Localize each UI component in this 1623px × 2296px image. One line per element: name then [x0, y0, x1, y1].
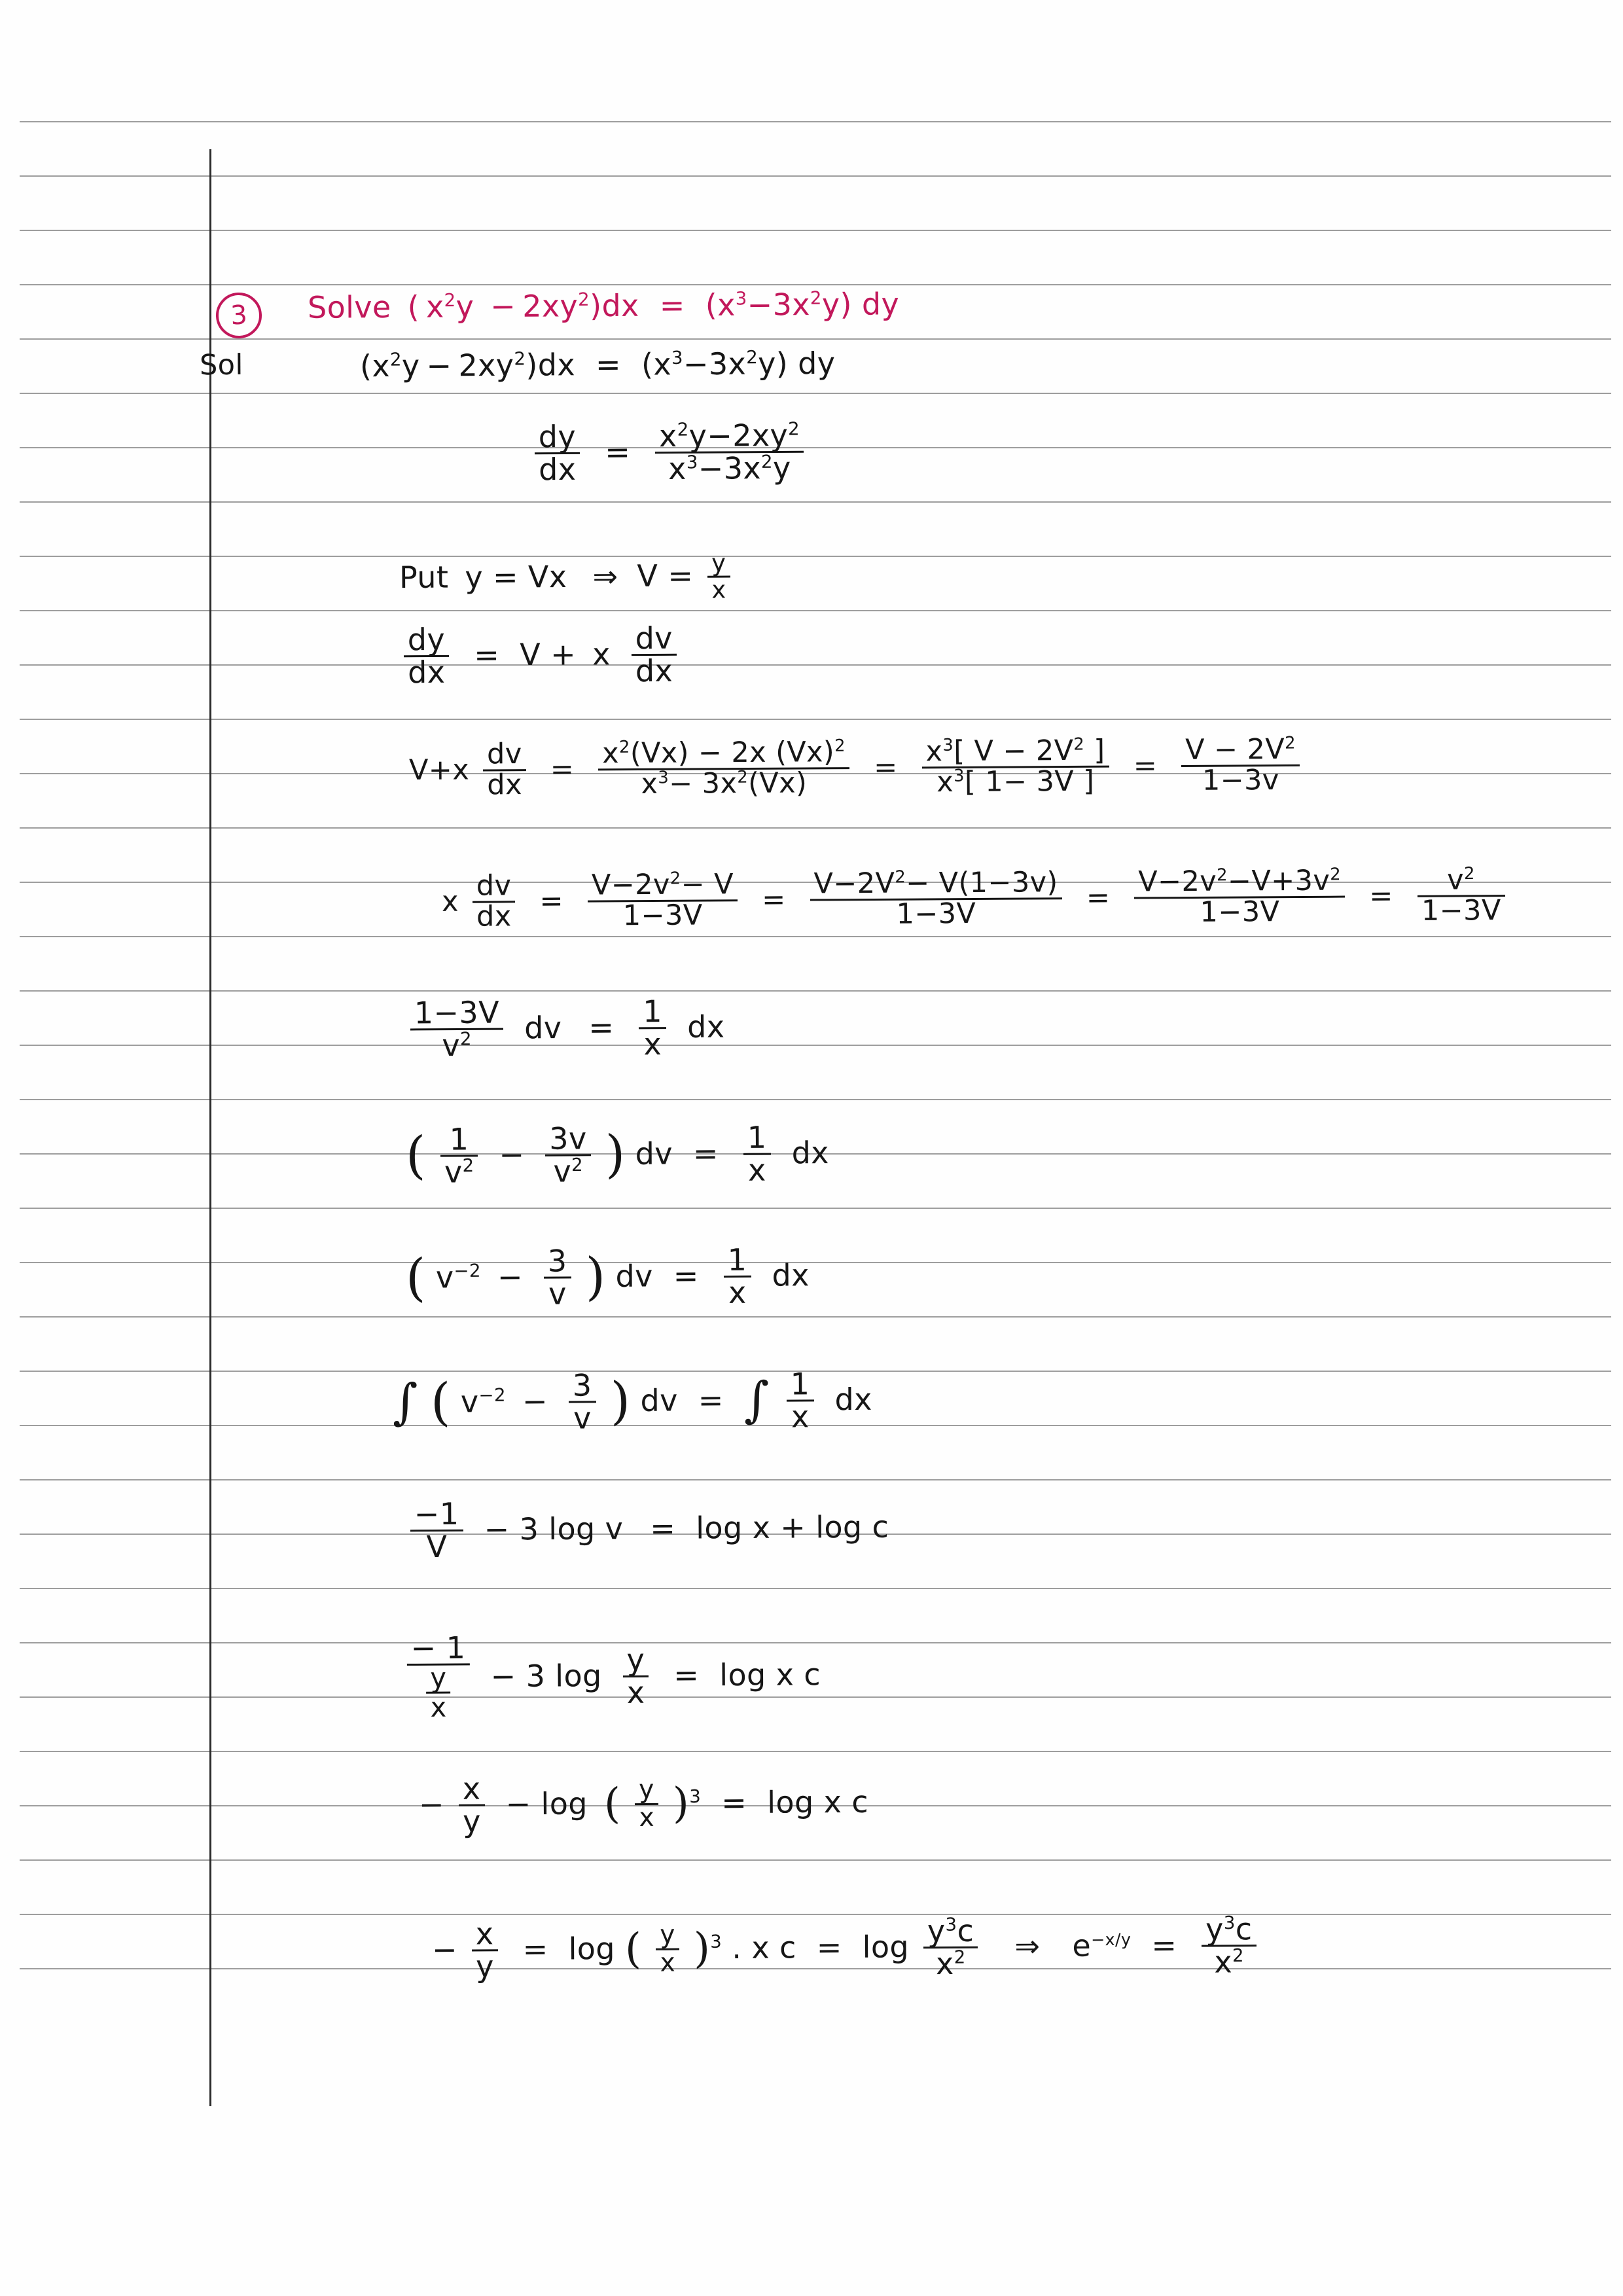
stmt-close-dx: )dx — [589, 287, 639, 324]
integrated-rhs: log x + log c — [696, 1509, 889, 1546]
integrate-v: v — [460, 1384, 479, 1420]
split-rhs-den: x — [743, 1153, 771, 1186]
final-sign: − — [431, 1931, 458, 1967]
expanded-dv: dv — [486, 738, 522, 771]
cubed-yx-num: y — [639, 1774, 654, 1805]
restate-rhs-close: ) dy — [776, 345, 836, 382]
drd-3x: −3x — [698, 450, 762, 486]
restate-rhs-minus: − — [683, 346, 709, 382]
sep-lhs-num: 1−3V — [414, 994, 500, 1031]
dydx-den: dx — [535, 452, 580, 485]
split-minus: − — [499, 1136, 525, 1173]
restate-x: x — [372, 348, 391, 384]
v-equals: V = — [637, 558, 694, 594]
restate-equals: = — [595, 346, 622, 383]
simplify-dvdx — [473, 869, 516, 933]
simplify-frac-3 — [1134, 864, 1345, 929]
expanded-frac-1 — [598, 738, 849, 799]
final-close-paren: ) — [693, 1924, 711, 1973]
final-xy-frac — [472, 1918, 498, 1982]
flog-x-exp: 2 — [954, 1946, 966, 1968]
v-num: y — [711, 548, 726, 577]
drn-rest: y−2xy — [688, 417, 789, 454]
sf1n-tail: − V — [681, 868, 734, 901]
step-derivative — [530, 417, 809, 488]
final-x: x — [475, 1916, 494, 1952]
chain-dx: dx — [632, 654, 677, 687]
split-b-num: 3v — [549, 1121, 587, 1157]
ef1d-3x-exp: 2 — [737, 767, 749, 787]
fans-y: y — [1205, 1911, 1224, 1947]
backsub-rhs: log x c — [719, 1657, 821, 1693]
chain-x: x — [592, 636, 611, 672]
ef2d-x: x — [936, 765, 954, 799]
sf4n-exp: 2 — [1463, 864, 1475, 884]
final-equals-2: = — [816, 1929, 842, 1965]
ef1-num — [598, 738, 849, 768]
integrate-open-paren: ( — [430, 1373, 452, 1433]
integrate-rhs-num: 1 — [790, 1366, 810, 1402]
sf4-num — [1417, 863, 1505, 897]
step-power-form — [405, 1242, 816, 1312]
split-equals: = — [692, 1135, 719, 1172]
ef2-den — [922, 766, 1109, 798]
integrate-close-paren: ) — [610, 1372, 631, 1431]
drd-x-exp: 3 — [686, 451, 698, 473]
power-dv: dv — [615, 1258, 653, 1294]
step-restate — [360, 346, 836, 384]
simplify-equals-2: = — [762, 883, 786, 916]
stmt-rhs-close-dy: ) dy — [840, 286, 900, 322]
final-log-1: log — [568, 1931, 616, 1967]
final-open-paren: ( — [624, 1925, 642, 1974]
final-equals-3: = — [1151, 1927, 1177, 1964]
separated-rhs-frac — [639, 996, 666, 1060]
integrate-frac — [569, 1367, 596, 1436]
expanded-equals-2: = — [874, 751, 898, 784]
flog-y-exp: 3 — [945, 1913, 957, 1935]
backsub-log: − 3 log — [490, 1658, 602, 1695]
backsub-inner-frac — [426, 1664, 450, 1721]
expanded-dvdx — [483, 740, 526, 800]
split-a-num: 1 — [449, 1121, 469, 1157]
backsub-frac — [407, 1632, 470, 1723]
expanded-equals-1: = — [550, 753, 575, 786]
stmt-minus: − — [490, 288, 516, 325]
drd-3x-exp: 2 — [760, 450, 774, 473]
stmt-rhs-3x-exp: 2 — [810, 287, 822, 309]
cubed-close-paren: ) — [672, 1779, 690, 1829]
final-log-2: log — [862, 1929, 910, 1965]
step-chain-rule — [399, 620, 682, 691]
ef2n-x: x — [925, 735, 943, 768]
chain-equals: = — [474, 637, 500, 673]
sep-dv: dv — [524, 1009, 562, 1046]
simplify-dx: dx — [473, 901, 516, 931]
cubed-sign: − — [418, 1786, 445, 1823]
drn-rest-exp: 2 — [787, 418, 800, 440]
split-dx: dx — [791, 1134, 830, 1171]
expanded-x: x — [452, 753, 470, 787]
integrate-dv: dv — [640, 1382, 678, 1418]
simplify-frac-1 — [588, 870, 738, 931]
sep-lhs-den-exp: 2 — [459, 1028, 473, 1050]
flog-y: y — [927, 1913, 946, 1949]
stmt-rhs-x-exp: 3 — [735, 287, 747, 310]
restate-open: ( — [359, 348, 372, 384]
ef3n-exp: 2 — [1284, 733, 1296, 753]
split-b-den-exp: 2 — [571, 1153, 584, 1176]
restate-rhs-x-exp: 3 — [671, 346, 684, 368]
stmt-rhs-minus: − — [747, 287, 773, 323]
ef2-num — [921, 734, 1109, 768]
cubed-yx-frac — [635, 1774, 658, 1833]
backsub-yx-frac — [622, 1641, 649, 1711]
sf1n-a: V−2v — [591, 868, 670, 902]
solution-label: Sol — [199, 348, 243, 382]
split-frac-b — [545, 1123, 591, 1187]
simplify-equals-3: = — [1086, 881, 1111, 914]
cubed-equals: = — [721, 1784, 747, 1821]
cubed-rhs: log x c — [767, 1784, 869, 1820]
restate-close: )dx — [526, 347, 576, 383]
restate-y: y — [401, 348, 420, 384]
power-b-num: 3 — [547, 1243, 567, 1279]
sf1-num — [588, 870, 738, 900]
power-minus: − — [497, 1259, 524, 1295]
stmt-rhs-y: y — [821, 286, 840, 322]
sep-rhs-num: 1 — [643, 994, 663, 1030]
backsub-yx-den: x — [623, 1676, 649, 1708]
final-answer-frac — [1202, 1911, 1257, 1980]
split-dv: dv — [635, 1136, 673, 1172]
chain-v: V + — [520, 636, 577, 673]
sf4-den: 1−3V — [1418, 895, 1505, 926]
step-cubed-log — [419, 1772, 869, 1839]
power-frac — [544, 1243, 571, 1312]
integrated-equals: = — [650, 1510, 676, 1546]
chain-lhs-num: dy — [407, 621, 446, 658]
simplify-x: x — [441, 885, 459, 918]
stmt-equals: = — [659, 287, 685, 323]
final-yx-num: y — [660, 1920, 675, 1950]
split-a-den — [440, 1154, 478, 1190]
backsub-yx-num: y — [626, 1641, 645, 1678]
sf3-num — [1134, 864, 1345, 899]
y-equals-vx: y = Vx — [465, 558, 567, 595]
cubed-log-word: − log — [505, 1785, 588, 1822]
sf2-den: 1−3V — [810, 897, 1062, 929]
problem-statement — [308, 286, 899, 325]
final-log-den — [923, 1945, 978, 1982]
final-yx-frac — [656, 1922, 679, 1977]
step-separated — [406, 994, 732, 1064]
backsub-inner-den: x — [426, 1692, 450, 1721]
sep-lhs-den — [410, 1028, 503, 1062]
final-y: y — [472, 1949, 498, 1982]
sep-dx: dx — [687, 1009, 725, 1045]
sf3n-exp: 2 — [1216, 865, 1228, 886]
ef2n-bracket: [ V − 2V — [954, 734, 1074, 768]
ef1d-x: x — [641, 767, 658, 800]
backsub-num: − 1 — [410, 1630, 466, 1666]
chain-dv: dv — [635, 620, 673, 656]
integrate-b-den: v — [569, 1401, 596, 1433]
restate-rhs-open: ( — [641, 346, 654, 382]
ef1n-rest: (Vx) − 2x (Vx) — [630, 736, 835, 770]
simplify-frac-2 — [810, 866, 1062, 931]
expanded-equals-3: = — [1133, 749, 1158, 783]
restate-rhs-3x: 3x — [708, 346, 747, 382]
stmt-x: x — [425, 289, 444, 325]
final-log-num — [923, 1912, 978, 1949]
backsub-den — [407, 1663, 470, 1723]
chain-lhs-fraction — [404, 621, 450, 691]
expanded-v: V+ — [408, 753, 453, 787]
step-split-terms — [405, 1119, 836, 1190]
power-v: v — [435, 1259, 454, 1295]
flog-x: x — [935, 1945, 954, 1982]
simplify-dv: dv — [476, 869, 512, 903]
final-exponent: 3 — [710, 1930, 722, 1952]
stmt-rhs-open: ( — [705, 287, 718, 323]
final-answer-num — [1202, 1911, 1257, 1947]
split-close-paren: ) — [605, 1125, 626, 1185]
integrated-frac — [410, 1496, 463, 1564]
ef3-num — [1181, 733, 1300, 766]
drn-x-exp: 2 — [677, 418, 689, 440]
ef3n-text: V − 2V — [1185, 733, 1285, 766]
restate-minus: − — [426, 348, 452, 384]
step-substitution — [399, 548, 735, 605]
sf1-den: 1−3V — [588, 899, 738, 931]
stmt-2xy: 2xy — [522, 288, 579, 324]
ef2d-bracket: [ 1− 3V ] — [964, 764, 1095, 798]
ef2n-x-exp: 3 — [942, 735, 954, 755]
integrated-logterm: − 3 log v — [484, 1511, 624, 1547]
restate-rhs-3x-exp: 2 — [746, 346, 758, 368]
put-word: Put — [399, 559, 449, 596]
backsub-equals: = — [673, 1657, 700, 1693]
v-den: x — [707, 575, 730, 602]
sf1n-exp: 2 — [669, 869, 681, 889]
drn-x: x — [658, 418, 677, 454]
power-close-paren: ) — [585, 1247, 606, 1307]
simplify-equals-4: = — [1369, 879, 1393, 913]
integral-sign-lhs: ∫ — [392, 1374, 419, 1431]
drd-y: y — [772, 450, 791, 486]
stmt-rhs-x: x — [717, 287, 736, 323]
cubed-x: x — [462, 1770, 481, 1806]
derivative-rhs-fraction — [655, 417, 804, 486]
restate-rhs-x: x — [653, 346, 672, 382]
integrate-equals: = — [698, 1382, 724, 1418]
backsub-inner-num: y — [430, 1662, 447, 1694]
expanded-frac-3 — [1181, 733, 1300, 797]
integrated-den: V — [410, 1530, 463, 1562]
sf2n-exp: 2 — [895, 867, 906, 888]
step-simplify — [441, 863, 1510, 933]
ef2d-x-exp: 3 — [954, 766, 965, 786]
power-rhs-num: 1 — [727, 1242, 747, 1278]
final-e-exponent: −x/y — [1090, 1929, 1132, 1950]
integrate-dx: dx — [834, 1381, 872, 1418]
integrate-rhs-frac — [787, 1366, 814, 1435]
cubed-xy-frac — [459, 1770, 485, 1839]
stmt-open-paren: ( — [407, 289, 420, 325]
prompt-verb: Solve — [307, 289, 391, 325]
simplify-equals-1: = — [539, 884, 564, 918]
split-b-den-v: v — [553, 1153, 572, 1189]
restate-2xy: 2xy — [458, 347, 514, 384]
fans-c: c — [1235, 1911, 1253, 1947]
sep-equals: = — [588, 1009, 615, 1045]
split-rhs-frac — [743, 1119, 771, 1188]
stmt-y: y — [455, 289, 474, 325]
split-frac-a — [440, 1121, 478, 1190]
flog-c: c — [957, 1912, 974, 1948]
final-log-frac — [923, 1912, 978, 1982]
power-dx: dx — [772, 1257, 810, 1293]
split-open-paren: ( — [405, 1126, 427, 1186]
final-e: e — [1072, 1928, 1092, 1964]
sf2n-tail: − V(1−3v) — [906, 866, 1058, 900]
final-dot-xc: . x c — [732, 1929, 796, 1965]
ef1n-x: x — [602, 737, 620, 770]
ef1-den — [598, 767, 849, 799]
fans-x-exp: 2 — [1232, 1944, 1244, 1966]
power-b-den: v — [544, 1276, 571, 1309]
ef1d-3x: − 3x — [669, 766, 738, 800]
step-final — [431, 1911, 1261, 1984]
step-back-substitution — [402, 1632, 821, 1724]
sf3-den: 1−3V — [1134, 895, 1345, 927]
restate-rhs-y: y — [758, 346, 776, 382]
split-a-den-v: v — [444, 1154, 463, 1190]
ef1d-x-exp: 3 — [658, 768, 669, 788]
fans-x: x — [1214, 1944, 1233, 1980]
restate-2xy-exp: 2 — [514, 348, 526, 370]
split-b-den — [545, 1154, 591, 1187]
dydx-num: dy — [538, 418, 577, 455]
power-open-paren: ( — [405, 1249, 427, 1308]
restate-x-exp: 2 — [389, 348, 402, 370]
fans-y-exp: 3 — [1223, 1912, 1236, 1934]
step-integrated — [406, 1498, 889, 1564]
v-fraction — [707, 548, 730, 604]
split-rhs-num: 1 — [747, 1119, 767, 1155]
cubed-open-paren: ( — [603, 1780, 621, 1829]
chain-lhs-den: dx — [404, 655, 450, 688]
cubed-yx-den: x — [635, 1803, 658, 1831]
stmt-2xy-exp: 2 — [578, 288, 590, 310]
power-equals: = — [673, 1258, 699, 1294]
step-expanded — [408, 733, 1305, 802]
dydx-fraction — [535, 418, 580, 488]
final-equals-1: = — [522, 1931, 548, 1967]
sep-rhs-den: x — [639, 1027, 666, 1060]
ef2n-bracket-close: ] — [1084, 734, 1105, 767]
question-number: 3 — [215, 291, 263, 340]
step-integrate — [392, 1366, 879, 1436]
expanded-dx: dx — [483, 769, 526, 800]
implies-arrow: ⇒ — [592, 558, 618, 594]
sf2-num — [810, 866, 1061, 901]
final-answer-den — [1202, 1944, 1257, 1980]
chain-dvdx-fraction — [631, 620, 677, 689]
split-a-den-exp: 2 — [462, 1154, 474, 1177]
separated-lhs-frac — [410, 994, 504, 1064]
expanded-frac-2 — [921, 734, 1109, 799]
integrate-minus: − — [522, 1383, 548, 1419]
sf2n-a: V−2V — [813, 867, 895, 901]
sf3n-exp2: 2 — [1330, 865, 1342, 885]
power-rhs-den: x — [724, 1276, 751, 1308]
integrate-b-num: 3 — [572, 1367, 592, 1403]
ef1d-vx: (Vx) — [748, 766, 808, 800]
ef1n-x-exp: 2 — [618, 737, 630, 757]
integral-sign-rhs: ∫ — [743, 1372, 770, 1429]
simplify-frac-4 — [1417, 863, 1505, 927]
integrate-v-exp: −2 — [478, 1384, 507, 1407]
cubed-exponent: 3 — [689, 1785, 702, 1808]
sf4n-a: v — [1447, 863, 1465, 897]
ef3-den: 1−3v — [1181, 764, 1300, 796]
power-rhs-frac — [724, 1242, 751, 1310]
final-implies-arrow: ⇒ — [1014, 1928, 1041, 1964]
derivative-rhs-num — [655, 417, 804, 454]
sf3n-a: V−2v — [1138, 865, 1217, 899]
ef1n-rest-exp: 2 — [834, 736, 846, 756]
cubed-y: y — [459, 1804, 485, 1837]
sep-lhs-den-v: v — [442, 1027, 461, 1064]
derivative-equals: = — [605, 434, 631, 470]
ef2n-bracket-exp: 2 — [1073, 734, 1085, 755]
stmt-rhs-3x: 3x — [772, 287, 811, 323]
power-v-exp: −2 — [454, 1259, 482, 1282]
final-yx-den: x — [656, 1948, 679, 1976]
stmt-x-exp: 2 — [444, 289, 456, 312]
derivative-rhs-den — [655, 451, 804, 484]
sf3n-tail: −V+3v — [1227, 864, 1330, 898]
drd-x: x — [668, 450, 687, 486]
integrated-num: −1 — [414, 1496, 459, 1532]
integrate-rhs-den: x — [787, 1399, 814, 1432]
